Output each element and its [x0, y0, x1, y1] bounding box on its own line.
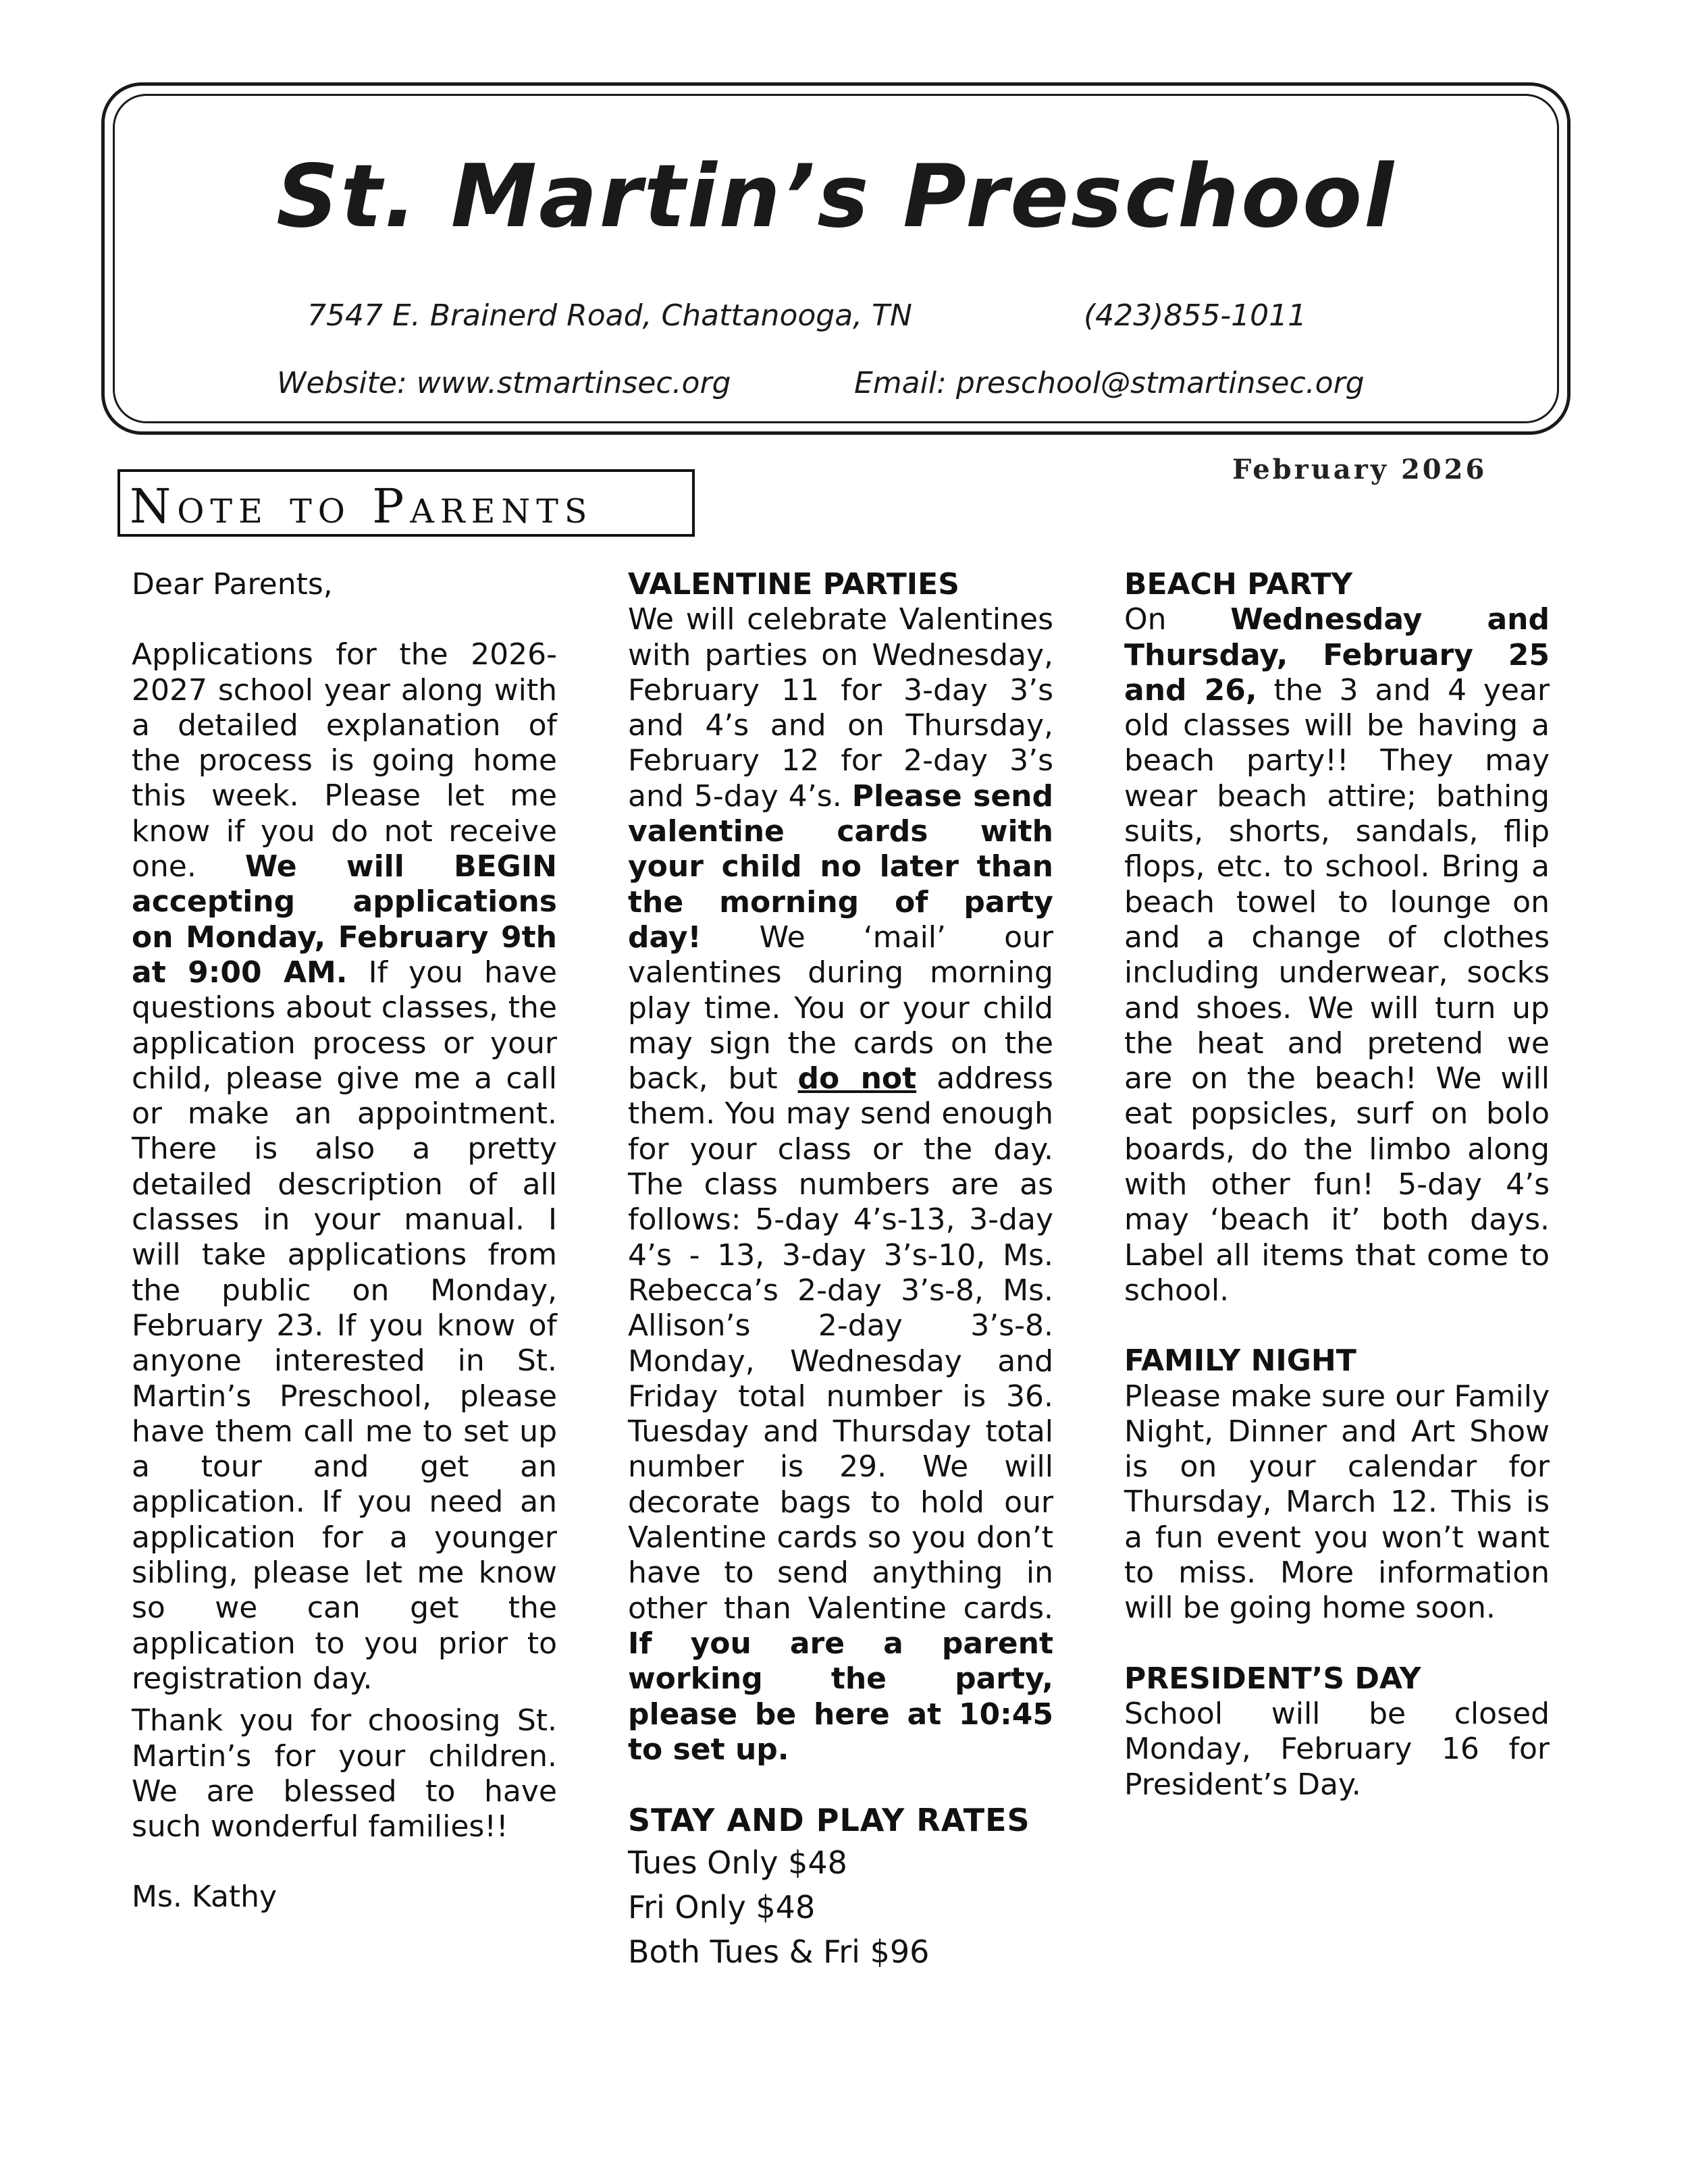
- beach-body: [1124, 602, 1550, 1308]
- valentine-text: We will celebrate Valentines with parties on Wednesday, February 11 for 3-day 3’s and 4’s and on Thursday, February 12 for 2-day 3’s and 5-day 4’s.: [628, 602, 1053, 814]
- letter-text: Applications for the 2026-2027 school year along with a detailed explanation of the process is going home this week. Please let me know if you do not receive one.: [132, 637, 557, 884]
- president-body: School will be closed Monday, February 16 for President’s Day.: [1124, 1696, 1550, 1802]
- school-address: 7547 E. Brainerd Road, Chattanooga, TN: [307, 298, 912, 333]
- newsletter-date: February 2026: [1232, 454, 1487, 485]
- rate-item: Both Tues & Fri $96: [628, 1934, 930, 1971]
- school-phone: (423)855-1011: [1084, 298, 1307, 333]
- letter-column: [132, 567, 557, 1950]
- rate-item: Fri Only $48: [628, 1889, 816, 1926]
- valentine-body: [628, 602, 1053, 1767]
- beach-text: On: [1124, 602, 1231, 637]
- valentine-underline: do not: [797, 1061, 917, 1096]
- school-website: Website: www.stmartinsec.org: [277, 366, 731, 400]
- valentine-text: We ‘mail’ our valentines during morning play time. You or your child may sign the cards on the back, but: [628, 920, 1053, 1096]
- beach-emphasis: Wednesday and Thursday, February 25 and 26,: [1124, 602, 1550, 708]
- rate-item: Tues Only $48: [628, 1844, 847, 1882]
- family-title: FAMILY NIGHT: [1124, 1343, 1356, 1379]
- valentine-column: [628, 567, 1053, 1974]
- valentine-text: address them. You may send enough for your class or the day. The class numbers are as follows: 5-day 4’s-13, 3-day 4’s - 13, 3-day 3’s-10, Ms. Rebecca’s 2-day 3’s-8, Ms. Allison’s 2-day 3’s-8. Monday, Wednesday and Friday total number is 36. Tuesday and Thursday total number is 29. We will decorate bags to hold our Valentine cards so you don’t have to send anything in other than Valentine cards.: [628, 1061, 1053, 1626]
- letter-signature: Ms. Kathy: [132, 1880, 278, 1915]
- beach-text: the 3 and 4 year old classes will be having a beach party!! They may wear beach attire; bathing suits, shorts, sandals, flip flops, etc. to school. Bring a beach towel to lounge on and a change of clothes including underwear, socks and shoes. We will turn up the heat and pretend we are on the beach! We will eat popsicles, surf on bolo boards, do the limbo along with other fun! 5-day 4’s may ‘beach it’ both days. Label all items that come to school.: [1124, 672, 1550, 1308]
- letter-paragraph-2: Thank you for choosing St. Martin’s for your children. We are blessed to have such wonderful families!!: [132, 1703, 557, 1844]
- valentine-emphasis: If you are a parent working the party, please be here at 10:45 to set up.: [628, 1626, 1053, 1767]
- family-body: Please make sure our Family Night, Dinner and Art Show is on your calendar for Thursday, March 12. This is a fun event you won’t want to miss. More information will be going home soon.: [1124, 1379, 1550, 1626]
- president-title: PRESIDENT’S DAY: [1124, 1661, 1421, 1696]
- school-name: St. Martin’s Preschool: [276, 147, 1396, 247]
- beach-title: BEACH PARTY: [1124, 567, 1353, 602]
- letter-paragraph-1: [132, 637, 557, 1697]
- valentine-title: VALENTINE PARTIES: [628, 567, 959, 602]
- header-frame: [101, 82, 1571, 435]
- note-to-parents-banner: [117, 469, 695, 537]
- valentine-emphasis: Please send valentine cards with your child no later than the morning of party day!: [628, 778, 1053, 955]
- events-column: [1124, 567, 1550, 1838]
- letter-emphasis: We will BEGIN accepting applications on Monday, February 9th at 9:00 AM.: [132, 849, 557, 990]
- letter-greeting: Dear Parents,: [132, 567, 333, 602]
- letter-text: If you have questions about classes, the application process or your child, please give me a call or make an appointment. There is also a pretty detailed description of all classes in your manual. I will take applications from the public on Monday, February 23. If you know of anyone interested in St. Martin’s Preschool, please have them call me to set up a tour and get an application. If you need an application for a younger sibling, please let me know so we can get the application to you prior to registration day.: [132, 955, 558, 1696]
- banner-title: Note to Parents: [130, 479, 594, 534]
- rates-title: STAY AND PLAY RATES: [628, 1802, 1030, 1839]
- school-email: Email: preschool@stmartinsec.org: [854, 366, 1365, 400]
